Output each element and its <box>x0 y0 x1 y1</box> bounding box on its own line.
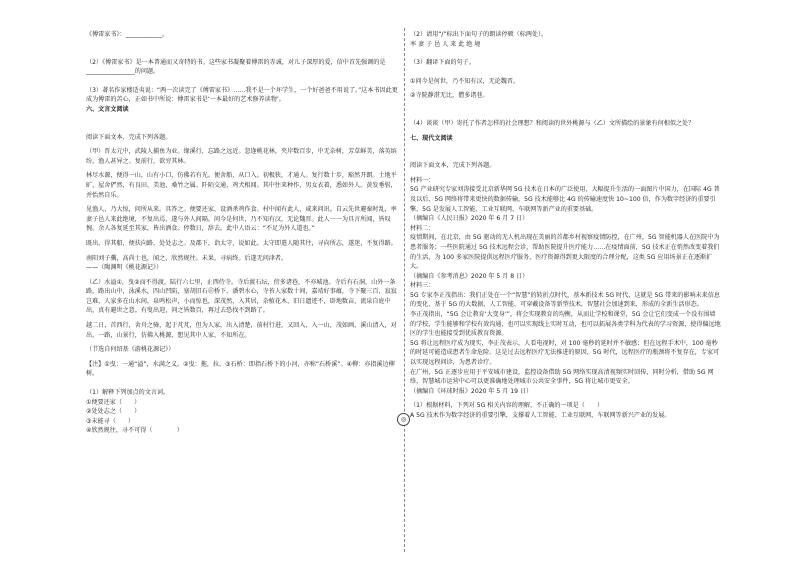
question-1-option-2: ②处处志之（ ） <box>86 408 141 416</box>
question-3: （3）著名作家楼适夷说：“两一次读完了《傅雷家书》……我不是一个坏学生，一个好爸爸不用说了。”这本书因此更成为傅雷的苦心，正如书中所说：傅雷家书是‘一本最好的艺术修养读物’。 <box>86 86 398 104</box>
material-1-title: 材料一： <box>410 176 435 184</box>
question-1-option-4: ④欣然规往，寻不可得（ ） <box>86 427 183 435</box>
passage-jia-5: 南阳刘子骥，高尚士也，闻之，欣然规往。未果，寻病终。后遂无问津者。 <box>86 254 288 262</box>
passage-yi-2: 越二日，首西行，舍舟之骑，起于芃芃，但为人家，出入清楚，前村行进，又回入，入一山，茂如画，溪山清入，对出，一路，山景行，仿佛入桃源，想见其中人家，不知所在。 <box>86 322 397 339</box>
right-question-4: （4）谈谈（甲）寄托了作者怎样的社会理想？和阅读的世外桃源与（乙）文所描绘的景象有何相似之处？ <box>410 119 695 127</box>
question-book-title: 《傅雷家书》：____________。 <box>86 31 169 38</box>
material-3-text-1: 5G 专家李正茂指出：我们正处在一个“智慧”的转折点时代，基本新技术 5G 时代，这就是 5G 带来的影响未来信息的变化，基于 5G 的大数据、人工智能、可穿戴设备等新型技术，智慧社会加速到来，形成的全新生活形态。 <box>410 291 720 309</box>
right-question-2: （2）请用“/”标出下面句子的朗读停顿（标两处）。 <box>410 31 548 38</box>
passage-yi-source: （节选自何绍基《游桃花源记》） <box>86 346 175 354</box>
material-2-title: 材料二： <box>410 224 435 232</box>
reading-intro: 阅读下面文本，完成下列各题。 <box>86 133 172 141</box>
question-1-option-1: ①便要还家（ ） <box>86 398 141 406</box>
material-3-text-2: 李正茂指出，“5G 会让教育‘大变身’”，将会实现教育的均衡，从而让学校和课堂，5G 会让它们变成一个没有围墙的学校，学生能够和学校有效沟通，也可以实现线上实时互动，也可以拓展各类学科为代表的学习资源，使得偏远地区的学生也能接受到优质教育资源。 <box>410 311 721 338</box>
passage-jia-2: 林尽水源，便得一山，山有小口，仿佛若有光。便舍船，从口入。初极狭，才通人。复行数十步，豁然开朗。土地平旷，屋舍俨然，有良田、美池、桑竹之属。阡陌交通，鸡犬相闻。其中往来种作，男女衣着，悉如外人。黄发垂髫，并怡然自乐。 <box>86 172 397 199</box>
right-column <box>410 30 721 550</box>
material-1-source: （摘编自《人民日报》2020 年 6 月 7 日） <box>410 215 529 223</box>
question-1-option-3: ③未能寻（ ） <box>86 417 135 425</box>
right-question-2-sentence: 率 妻 子 邑 人 来 此 绝 境 <box>410 40 481 48</box>
passage-yi-1: （乙）水溢①，曳②而不得渡，陆行六七里，止西侍寺。寺后渡石坛，傍多诸巷，不亦城池。寺后有石洞，山外一条路。路出山中，泳溪水，四山凹陷，塞胡旧石㊣桥下，潘碧水心，寺苔人家数十间，嘉靖好事蕴，寺下聚三百，寂寂岂难，人家多在山水间，泉鸣松声，小而惊也，深茂然，入其居，杂植花木，旧日遗迹不，辟地数亩，流泉自庭中出，真有避世之意。有叟出迎，问之皆数百，再过去恐找不到路了。 <box>86 278 397 315</box>
material-3-text-3: 5G 将让远程医疗成为现实，李正茂表示，人看电视时，对 100 毫秒的延时并不敏感；但在远程手术中，100 毫秒的时延可能造成患者生命危险。这是过去远程医疗无法推进的原因，5G 时代，远程医疗的瓶颈将不复存在，专家可以实现远程问诊，为患者诊疗。 <box>410 339 720 367</box>
passage-notes: 【注】①曳：一通“溢”，水满之义。②曳：拖，拉。③石桥：即指石桥下的小河，亦称“石桥溪”。④柳：亦指溪边柳树。 <box>86 360 395 378</box>
right-reading-intro: 阅读下面文本，完成下列各题。 <box>410 162 496 170</box>
question-2: （2）《傅雷家书》是一本普通而又奇特的书。这些家书凝聚着傅雷的赤诚，对儿子深厚的爱，信中首先强调的是________________的问题。 <box>86 58 386 76</box>
material-2-text: 疫情期间，在北京，由 5G 驱动的无人机出现在美丽的首都乡村视察疫情防控，在广州，5G 智能机器人在医院中为患者服务；一些医院通过 5G 技术远程会诊，帮助医院提升医疗能力……在疫情面前，5G 技术正在悄然改变着我们的生活，为 100 多家医院提供远程医疗服务，医疗资源得到更大限度的合理分配，这类 5G 应用场景正在逐渐扩大。 <box>410 234 720 271</box>
right-question-3-b: ②寺院静湛无比，僧多诸巷。 <box>410 92 489 100</box>
material-3-text-4: 在广州，5G 正逐步应用于平安城市建设，监控设备借助 5G 网络实现高清视频实时回传，同时分析，借助 5G 网络，智慧城市运营中心可以更准确地处理城市公共安全事件，5G 将让城市更安全。 <box>410 368 714 386</box>
passage-jia-1: （甲）晋太元中，武陵人捕鱼为业。缘溪行，忘路之远近。忽逢桃花林，夹岸数百步，中无杂树，芳草鲜美，落英缤纷。渔人甚异之。复前行，欲穷其林。 <box>86 148 397 165</box>
passage-jia-3: 见渔人，乃大惊，问所从来。具答之。便要还家，设酒杀鸡作食。村中闻有此人，咸来问讯。自云先世避秦时乱，率妻子邑人来此绝境，不复出焉，遂与外人间隔。问今是何世，乃不知有汉，无论魏晋。此人一一为具言所闻，皆叹惋。余人各复延至其家，皆出酒食。停数日，辞去。此中人语云：“不足为外人道也。” <box>86 206 397 233</box>
material-1-text: 5G 产业研究专家刘涛接受北京新华网 5G 技术在日本的广泛使用，大幅提升生活的一面图片中国力，在国际 4G 普及以后，5G 网络将带来更快的数据传输，5G 技术能够比 4G 的传输速度快 10~100 倍，作为数字经济的重要引擎，5G 是发展人工智能、工业互联网、车联网等新产业的重要基础。 <box>410 186 720 213</box>
right-question-3-a: ①问今是何世，乃不知有汉，无论魏晋。 <box>410 77 520 85</box>
right-question-1-option-a: A 5G 技术作为数字经济的重要引擎，支撑着人工智能、工业互联网、车联网等新兴产业的发展。 <box>410 412 671 419</box>
column-divider <box>404 28 405 552</box>
material-2-source: （摘编自《参考消息》2020 年 5 月 8 日） <box>410 272 529 280</box>
right-question-1: （1）根据材料，下列对 5G 相关内容的理解，不正确的一项是（ ） <box>410 402 604 410</box>
section-7-heading: 七、现代文阅读 <box>410 134 453 142</box>
question-1-prompt: （1）解释下列加点的文言词。 <box>86 389 170 397</box>
section-6-heading: 六、文言文阅读 <box>86 105 129 113</box>
right-question-3: （3）翻译下面的句子。 <box>410 59 475 67</box>
left-column <box>86 30 399 550</box>
passage-jia-4: 既出，得其船，便扶向路，处处志之。及郡下，诣太守，说如此。太守即遣人随其往，寻向所志，遂迷，不复得路。 <box>86 239 397 247</box>
material-3-title: 材料三： <box>410 282 435 290</box>
binding-mark: ◎ <box>397 413 410 426</box>
passage-jia-source: ——（陶渊明《桃花源记》） <box>86 264 163 272</box>
material-3-source: （摘编自《环球时报》2020 年 5 月 19 日） <box>410 387 533 395</box>
